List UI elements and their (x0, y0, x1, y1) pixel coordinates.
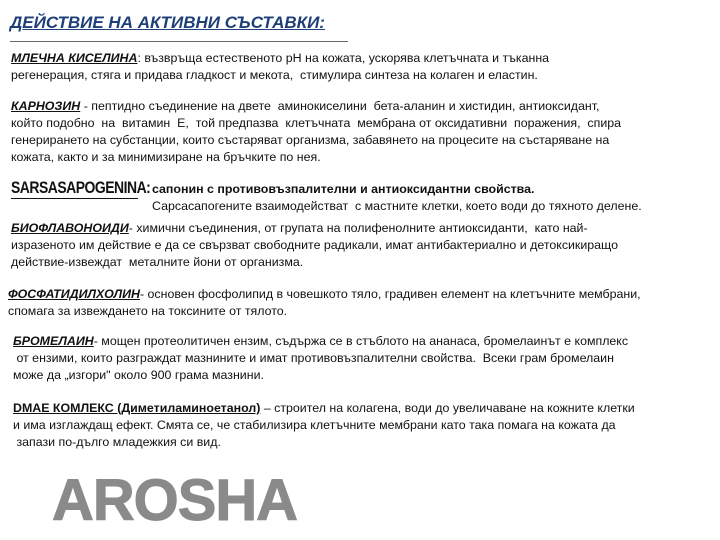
sarsa-line-2: Сарсасапогените взаимодействат с мастните клетки, което води до тяхното делене. (152, 199, 642, 213)
logo-text: AROSHA (52, 470, 298, 530)
phosphatidyl-line-1: - основен фосфолипид в човешкото тяло, градивен елемент на клетъчните мембрани, (139, 287, 641, 301)
sarsa-line-1: сапонин с противовъзпалителни и антиоксидантни свойства. (152, 182, 535, 196)
lactic-line-2: регенерация, стяга и придава гладкост и мекота, стимулира синтеза на колаген и еластин. (11, 68, 538, 82)
page-title: ДЕЙСТВИЕ НА АКТИВНИ СЪСТАВКИ: (10, 13, 325, 32)
section-bioflavonoids (11, 220, 618, 271)
lactic-line-1: възвръща естественото pH на кожата, ускорява клетъчната и тъканна (140, 51, 550, 65)
sarsa-underline (11, 198, 138, 199)
section-bromelain (13, 333, 628, 384)
carnosine-line-1: - пептидно съединение на двете аминокиселини бета-аланин и хистидин, антиоксидант, (80, 99, 600, 113)
title-divider (10, 41, 348, 42)
term-lactic-acid: МЛЕЧНА КИСЕЛИНА (11, 51, 138, 65)
bromelain-line-1: - мощен протеолитичен ензим, съдържа се в стъблото на ананаса, бромелаинът е комплекс (93, 334, 629, 348)
dmae-line-1: – строител на колагена, води до увеличаване на кожните клетки (260, 401, 635, 415)
section-phosphatidylcholine (8, 286, 641, 320)
section-dmae (13, 400, 635, 451)
dmae-line-3: запази по-дълго младежкия си вид. (13, 435, 221, 449)
bioflavonoids-line-1: - химични съединения, от групата на полифенолните антиоксиданти, като най- (128, 221, 588, 235)
section-carnosine (11, 98, 621, 166)
term-bromelain: БРОМЕЛАИН (13, 334, 94, 348)
carnosine-line-4: кожата, както и за минимизиране на бръчките по нея. (11, 150, 321, 164)
term-separator: : (137, 51, 141, 65)
term-bioflavonoids: БИОФЛАВОНОИДИ (11, 221, 129, 235)
phosphatidyl-line-2: спомага за извеждането на токсините от тялото. (8, 304, 288, 318)
bromelain-line-3: може да „изгори" около 900 грама мазнини. (13, 368, 264, 382)
dmae-line-2: и има изглаждащ ефект. Смята се, че стабилизира клетъчните мембрани като така помага на кожата да (13, 418, 616, 432)
carnosine-line-3: генерирането на субстанции, които състаряват организма, забавянето на процесите на състаряване на (11, 133, 610, 147)
term-sarsasapogenina: SARSASAPOGENINA: (11, 178, 151, 197)
term-carnosine: КАРНОЗИН (11, 99, 81, 113)
bioflavonoids-line-3: действие-извеждат металните йони от организма. (11, 255, 304, 269)
carnosine-line-2: който подобно на витамин Е, той предпазва клетъчната мембрана от оксидативни поражения, спира (11, 116, 622, 130)
section-lactic-acid (11, 50, 549, 84)
bioflavonoids-line-2: изразеното им действие е да се свързват свободните радикали, имат антибактериално и детоксикиращо (11, 238, 619, 252)
bromelain-line-2: от ензими, които разграждат мазнините и имат противовъзпалителни свойства. Всеки грам бромелаин (13, 351, 614, 365)
term-dmae: DMAE КОМЛЕКС (Диметиламиноетанол) (13, 401, 261, 415)
arosha-logo (52, 470, 302, 530)
term-phosphatidylcholine: ФОСФАТИДИЛХОЛИН (8, 287, 140, 301)
